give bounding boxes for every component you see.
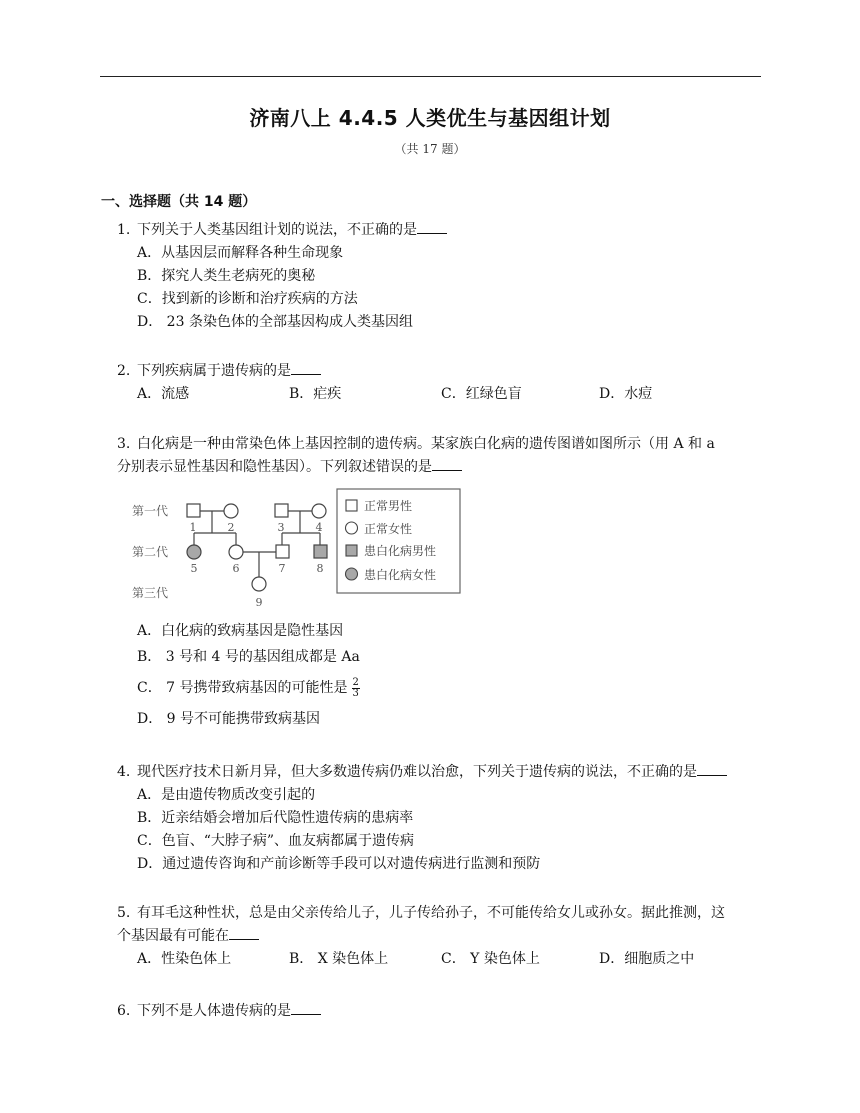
legend-normal-male-icon: [346, 500, 357, 511]
question-text: 下列关于人类基因组计划的说法，不正确的是: [137, 222, 417, 238]
question-text: 下列不是人体遗传病的是: [137, 1003, 291, 1019]
node-id: 4: [315, 521, 323, 534]
question-stem-cont: [117, 456, 761, 479]
option-b: B． X 染色体上: [289, 951, 389, 967]
legend-affected-male-icon: [346, 545, 357, 556]
option-a: A．白化病的致病基因是隐性基因: [137, 623, 344, 639]
question-number: 4.: [117, 764, 131, 780]
option-c: [117, 672, 761, 705]
question-stem: [117, 1000, 761, 1023]
pedigree-node-7: [276, 545, 289, 558]
option-d: D．水痘: [599, 386, 653, 402]
legend-label: 患白化病男性: [364, 544, 437, 558]
answer-blank: [697, 761, 727, 776]
generation-label: 第三代: [132, 586, 169, 600]
pedigree-node-3: [275, 504, 288, 517]
question-stem: [117, 360, 761, 383]
pedigree-node-8: [314, 545, 327, 558]
option-c-text: C． 7 号携带致病基因的可能性是: [137, 680, 348, 696]
pedigree-node-1: [187, 504, 200, 517]
option-b: B． 3 号和 4 号的基因组成都是 Aa: [137, 649, 360, 665]
option-c: C． Y 染色体上: [441, 951, 540, 967]
question-6: [117, 1000, 761, 1023]
question-stem-cont: [117, 925, 761, 948]
legend-normal-female-icon: [346, 522, 358, 534]
fraction: [352, 678, 360, 699]
answer-blank: [432, 456, 462, 471]
answer-blank: [291, 360, 321, 375]
option-b: B．近亲结婚会增加后代隐性遗传病的患病率: [137, 810, 414, 826]
pedigree-node-9: [252, 577, 266, 591]
legend-label: 正常女性: [364, 522, 413, 536]
generation-label: 第二代: [132, 545, 169, 559]
pedigree-chart: [124, 487, 464, 609]
option-d: D． 9 号不可能携带致病基因: [137, 711, 321, 727]
node-id: 8: [316, 562, 324, 575]
question-number: 5.: [117, 905, 131, 921]
question-text: 有耳毛这种性状，总是由父亲传给儿子，儿子传给孙子，不可能传给女儿或孙女。据此推测，这: [137, 905, 725, 921]
question-stem: [117, 902, 761, 925]
node-id: 7: [278, 562, 286, 575]
question-1: [117, 219, 761, 334]
options-row: [117, 383, 761, 406]
question-text: 个基因最有可能在: [117, 928, 229, 944]
option-d: D．细胞质之中: [599, 951, 695, 967]
option-d: D． 23 条染色体的全部基因构成人类基因组: [137, 314, 413, 330]
pedigree-node-6: [229, 545, 243, 559]
pedigree-node-5: [187, 545, 201, 559]
question-text: 下列疾病属于遗传病的是: [137, 363, 291, 379]
question-text: 分别表示显性基因和隐性基因）。下列叙述错误的是: [117, 459, 432, 475]
page-subtitle: （共 17 题）: [394, 142, 466, 156]
question-number: 2.: [117, 363, 131, 379]
option-c: C．找到新的诊断和治疗疾病的方法: [137, 291, 358, 307]
page-title: 济南八上 4.4.5 人类优生与基因组计划: [249, 106, 611, 130]
options-row: [117, 948, 761, 971]
question-3: [117, 433, 761, 479]
option-b: B．探究人类生老病死的奥秘: [137, 268, 316, 284]
node-id: 2: [227, 521, 235, 534]
question-number: 1.: [117, 222, 131, 238]
node-id: 5: [190, 562, 198, 575]
generation-label: 第一代: [132, 504, 169, 518]
option-a: A．从基因层而解释各种生命现象: [137, 245, 344, 261]
answer-blank: [229, 925, 259, 940]
question-5: [117, 902, 761, 971]
option-a: A．流感: [137, 386, 190, 402]
node-id: 3: [277, 521, 285, 534]
fraction-denominator: 3: [352, 687, 359, 699]
pedigree-node-4: [312, 504, 326, 518]
node-id: 1: [189, 521, 197, 534]
node-id: 9: [255, 596, 263, 609]
legend-label: 正常男性: [364, 499, 413, 513]
section-heading: 一、选择题（共 14 题）: [101, 194, 257, 210]
answer-blank: [291, 1000, 321, 1015]
answer-blank: [417, 219, 447, 234]
option-a: A．是由遗传物质改变引起的: [137, 787, 316, 803]
question-text: 白化病是一种由常染色体上基因控制的遗传病。某家族白化病的遗传图谱如图所示（用 A 和 a: [137, 436, 715, 452]
question-3-options: [117, 620, 761, 734]
top-rule: [100, 76, 761, 77]
option-b: B．疟疾: [289, 386, 342, 402]
question-2: [117, 360, 761, 406]
question-stem: [117, 761, 761, 784]
question-number: 6.: [117, 1003, 131, 1019]
node-id: 6: [232, 562, 240, 575]
legend-affected-female-icon: [346, 568, 358, 580]
pedigree-node-2: [224, 504, 238, 518]
fraction-numerator: 2: [352, 676, 359, 688]
option-d: D．通过遗传咨询和产前诊断等手段可以对遗传病进行监测和预防: [137, 856, 541, 872]
option-c: C．色盲、“大脖子病”、血友病都属于遗传病: [137, 833, 415, 849]
option-a: A．性染色体上: [137, 951, 232, 967]
question-number: 3.: [117, 436, 131, 452]
option-c: C．红绿色盲: [441, 386, 522, 402]
question-text: 现代医疗技术日新月异，但大多数遗传病仍难以治愈，下列关于遗传病的说法，不正确的是: [137, 764, 697, 780]
question-stem: [117, 219, 761, 242]
question-4: [117, 761, 761, 876]
legend-label: 患白化病女性: [364, 568, 437, 582]
question-stem: [117, 433, 761, 456]
